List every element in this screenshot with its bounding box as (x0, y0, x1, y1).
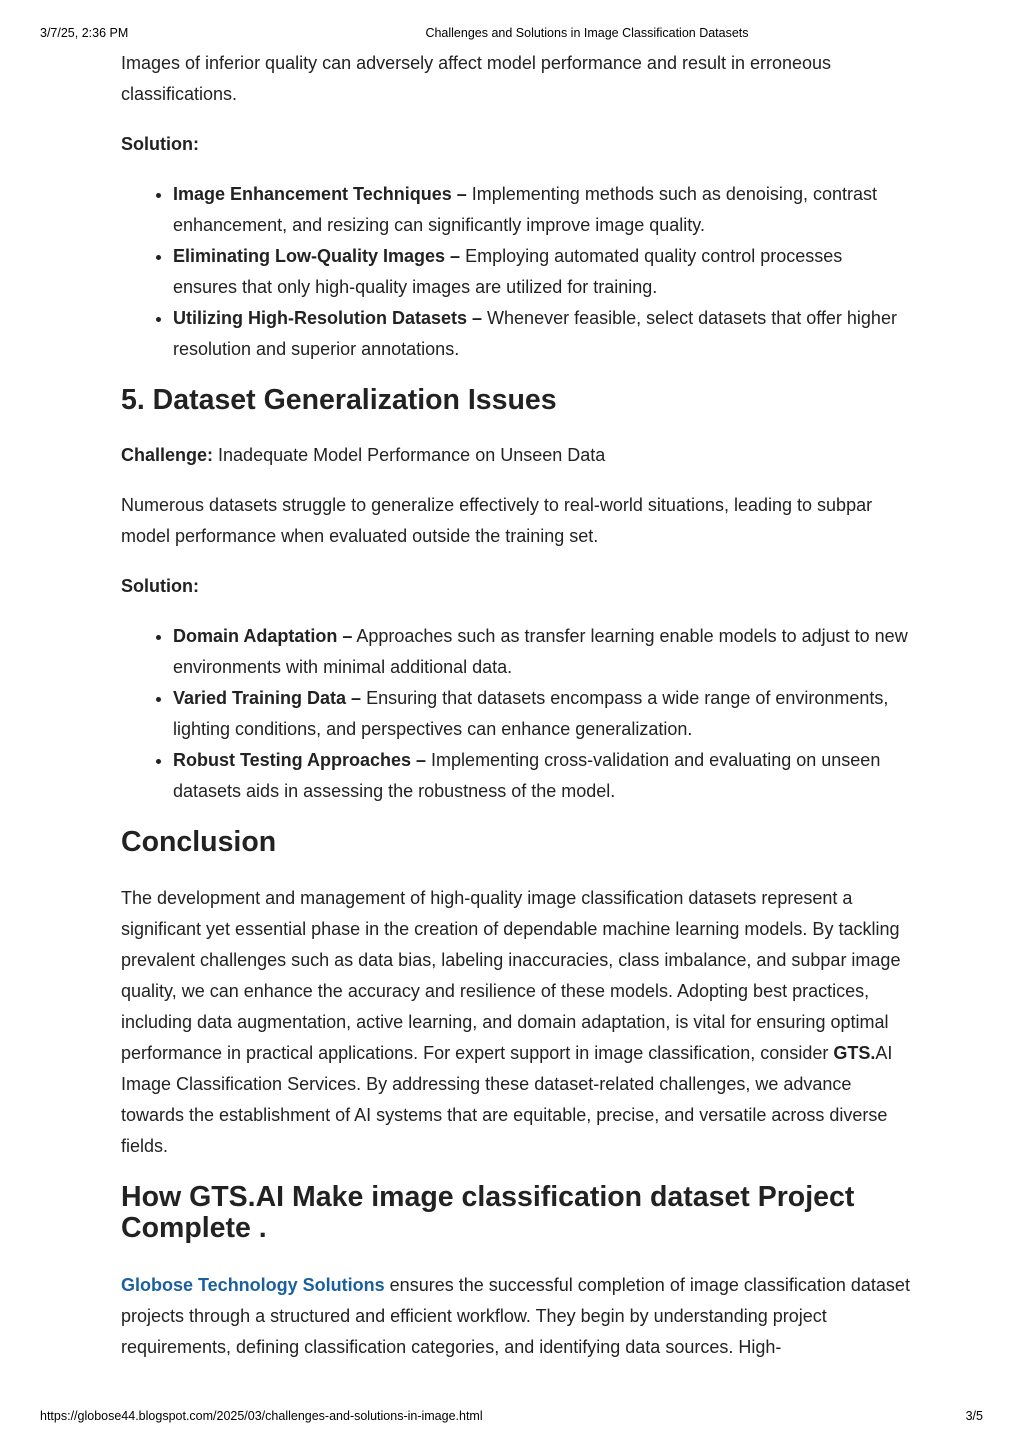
list-item-term: Robust Testing Approaches – (173, 750, 427, 770)
list-item-term: Image Enhancement Techniques – (173, 184, 467, 204)
print-page-title: Challenges and Solutions in Image Classification Datasets (425, 26, 749, 40)
gts-paragraph (121, 1270, 911, 1363)
challenge-label: Challenge: (121, 445, 214, 465)
gts-heading: How GTS.AI Make image classification dataset Project Complete . (121, 1181, 855, 1244)
list-item (173, 179, 911, 241)
solution-label: Solution: (121, 576, 199, 596)
list-item-term: Domain Adaptation – (173, 626, 353, 646)
conclusion-text-end: AI Image Classification Services. By addressing these dataset-related challenges, we advance towards the establishment of AI systems that are equitable, precise, and versatile across diverse fields. (121, 1043, 893, 1156)
section-heading: 5. Dataset Generalization Issues (121, 384, 557, 416)
list-item (173, 303, 911, 365)
list-item-desc: Whenever feasible, select datasets that offer higher resolution and superior annotations. (173, 308, 897, 359)
print-page-number: 3/5 (965, 1409, 983, 1423)
conclusion-text: The development and management of high-quality image classification datasets represent a significant yet essential phase in the creation of dependable machine learning models. By tackling prevalent challenges such as data bias, labeling inaccuracies, class imbalance, and subpar image quality, we can enhance the accuracy and resilience of these models. Adopting best practices, including data augmentation, active learning, and domain adaptation, is vital for ensuring optimal performance in practical applications. For expert support in image classification, consider (121, 888, 901, 1063)
gts-bold: GTS. (833, 1043, 876, 1063)
section-paragraph: Numerous datasets struggle to generalize effectively to real-world situations, leading to subpar model performance when evaluated outside the training set. (121, 495, 873, 546)
globose-link[interactable]: Globose Technology Solutions (121, 1275, 385, 1295)
list-item-term: Utilizing High-Resolution Datasets – (173, 308, 483, 328)
intro-paragraph: Images of inferior quality can adversely affect model performance and result in erroneous classifications. (121, 53, 832, 104)
list-item (173, 621, 911, 683)
list-item-term: Eliminating Low-Quality Images – (173, 246, 461, 266)
list-item-desc: Ensuring that datasets encompass a wide range of environments, lighting conditions, and perspectives can enhance generalization. (173, 688, 889, 739)
solution-label: Solution: (121, 134, 199, 154)
conclusion-heading: Conclusion (121, 826, 277, 858)
quality-solutions-list (121, 179, 911, 365)
challenge-line (121, 440, 911, 471)
print-datetime: 3/7/25, 2:36 PM (40, 26, 129, 40)
list-item (173, 745, 911, 807)
list-item (173, 241, 911, 303)
list-item-desc: Approaches such as transfer learning enable models to adjust to new environments with minimal additional data. (173, 626, 908, 677)
list-item (173, 683, 911, 745)
generalization-solutions-list (121, 621, 911, 807)
list-item-desc: Implementing methods such as denoising, contrast enhancement, and resizing can significantly improve image quality. (173, 184, 877, 235)
challenge-text: Inadequate Model Performance on Unseen Data (218, 445, 606, 465)
list-item-desc: Implementing cross-validation and evaluating on unseen datasets aids in assessing the robustness of the model. (173, 750, 881, 801)
conclusion-paragraph (121, 883, 911, 1162)
print-header (0, 26, 1024, 46)
print-url: https://globose44.blogspot.com/2025/03/challenges-and-solutions-in-image.html (40, 1409, 483, 1423)
article-body (121, 48, 911, 1363)
list-item-term: Varied Training Data – (173, 688, 362, 708)
gts-text: ensures the successful completion of image classification dataset projects through a structured and efficient workflow. They begin by understanding project requirements, defining classification categories, and identifying data sources. High- (121, 1275, 910, 1357)
list-item-desc: Employing automated quality control processes ensures that only high-quality images are utilized for training. (173, 246, 843, 297)
print-footer (0, 1409, 1024, 1429)
